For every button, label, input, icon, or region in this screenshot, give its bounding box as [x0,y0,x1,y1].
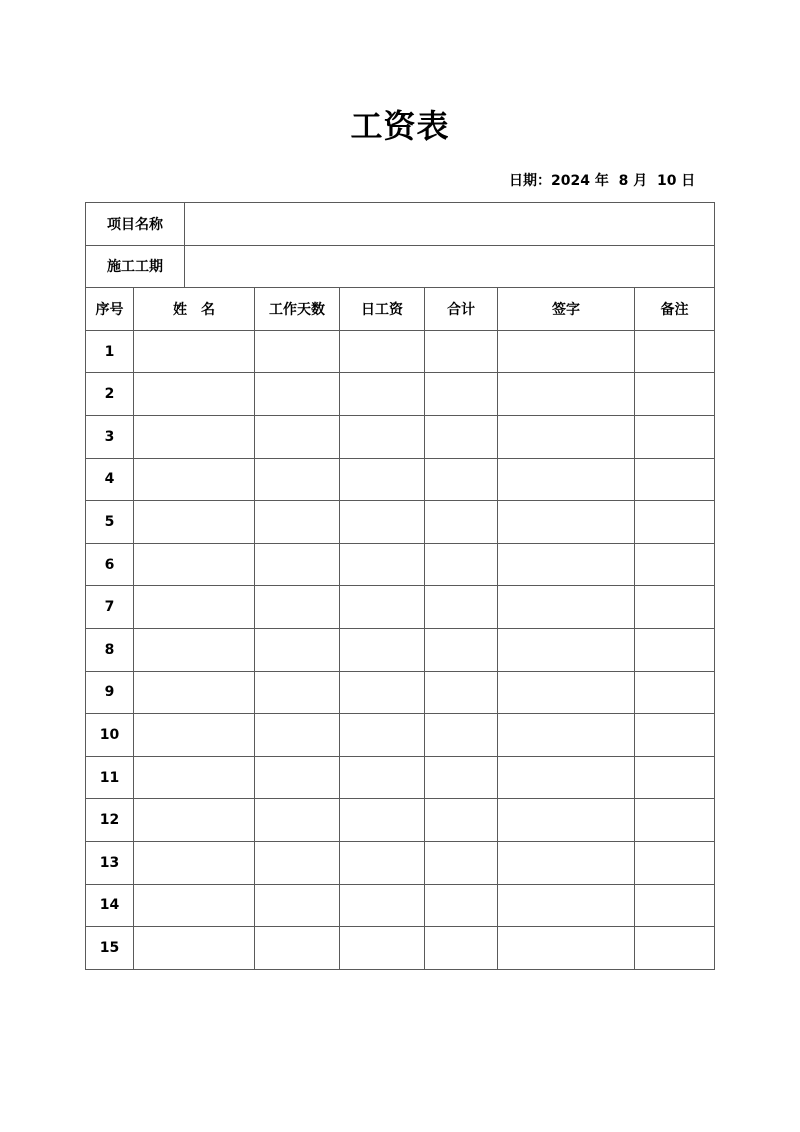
remarks-cell[interactable] [635,628,715,671]
signature-cell[interactable] [498,543,635,586]
row-index: 4 [86,458,134,501]
row-index: 7 [86,586,134,629]
row-index: 12 [86,799,134,842]
total-cell[interactable] [425,884,498,927]
project-name-label: 项目名称 [86,203,185,246]
table-row [86,628,715,671]
work-days-cell[interactable] [255,671,340,714]
header-daily-wage: 日工资 [340,288,425,331]
salary-table [85,202,715,970]
header-remarks: 备注 [635,288,715,331]
daily-wage-cell[interactable] [340,628,425,671]
info-row-period [86,245,715,288]
daily-wage-cell[interactable] [340,458,425,501]
work-days-cell[interactable] [255,884,340,927]
name-cell[interactable] [134,586,255,629]
signature-cell[interactable] [498,373,635,416]
total-cell[interactable] [425,841,498,884]
row-index: 3 [86,415,134,458]
signature-cell[interactable] [498,884,635,927]
signature-cell[interactable] [498,841,635,884]
daily-wage-cell[interactable] [340,884,425,927]
table-row [86,671,715,714]
header-index: 序号 [86,288,134,331]
signature-cell[interactable] [498,799,635,842]
total-cell[interactable] [425,628,498,671]
daily-wage-cell[interactable] [340,756,425,799]
date-line: 日期：2024 年 8 月 10 日 [509,173,696,189]
daily-wage-cell[interactable] [340,841,425,884]
daily-wage-cell[interactable] [340,543,425,586]
remarks-cell[interactable] [635,458,715,501]
table-row [86,884,715,927]
work-days-cell[interactable] [255,927,340,970]
daily-wage-cell[interactable] [340,330,425,373]
construction-period-value[interactable] [185,245,715,288]
table-row [86,799,715,842]
total-cell[interactable] [425,373,498,416]
name-cell[interactable] [134,330,255,373]
signature-cell[interactable] [498,458,635,501]
name-cell[interactable] [134,756,255,799]
work-days-cell[interactable] [255,756,340,799]
signature-cell[interactable] [498,501,635,544]
table-row [86,714,715,757]
row-index: 10 [86,714,134,757]
name-cell[interactable] [134,415,255,458]
page-title: 工资表 [350,107,450,145]
name-cell[interactable] [134,628,255,671]
table-row [86,756,715,799]
total-cell[interactable] [425,330,498,373]
work-days-cell[interactable] [255,330,340,373]
header-work-days: 工作天数 [255,288,340,331]
table-row [86,841,715,884]
daily-wage-cell[interactable] [340,799,425,842]
signature-cell[interactable] [498,415,635,458]
work-days-cell[interactable] [255,415,340,458]
signature-cell[interactable] [498,927,635,970]
name-cell[interactable] [134,373,255,416]
row-index: 6 [86,543,134,586]
work-days-cell[interactable] [255,799,340,842]
name-cell[interactable] [134,799,255,842]
header-name: 姓 名 [134,288,255,331]
table-row [86,330,715,373]
remarks-cell[interactable] [635,373,715,416]
construction-period-label: 施工工期 [86,245,185,288]
remarks-cell[interactable] [635,927,715,970]
info-row-project [86,203,715,246]
daily-wage-cell[interactable] [340,501,425,544]
signature-cell[interactable] [498,714,635,757]
row-index: 1 [86,330,134,373]
daily-wage-cell[interactable] [340,927,425,970]
name-cell[interactable] [134,501,255,544]
row-index: 9 [86,671,134,714]
daily-wage-cell[interactable] [340,671,425,714]
total-cell[interactable] [425,586,498,629]
remarks-cell[interactable] [635,415,715,458]
remarks-cell[interactable] [635,671,715,714]
project-name-value[interactable] [185,203,715,246]
work-days-cell[interactable] [255,373,340,416]
total-cell[interactable] [425,671,498,714]
signature-cell[interactable] [498,756,635,799]
total-cell[interactable] [425,799,498,842]
table-row [86,927,715,970]
work-days-cell[interactable] [255,501,340,544]
row-index: 2 [86,373,134,416]
header-row [86,288,715,331]
row-index: 15 [86,927,134,970]
table-row [86,415,715,458]
total-cell[interactable] [425,927,498,970]
name-cell[interactable] [134,884,255,927]
remarks-cell[interactable] [635,714,715,757]
name-cell[interactable] [134,543,255,586]
remarks-cell[interactable] [635,543,715,586]
total-cell[interactable] [425,543,498,586]
row-index: 13 [86,841,134,884]
work-days-cell[interactable] [255,714,340,757]
table-row [86,543,715,586]
daily-wage-cell[interactable] [340,415,425,458]
row-index: 11 [86,756,134,799]
work-days-cell[interactable] [255,543,340,586]
signature-cell[interactable] [498,628,635,671]
header-signature: 签字 [498,288,635,331]
total-cell[interactable] [425,756,498,799]
name-cell[interactable] [134,714,255,757]
table-row [86,586,715,629]
name-cell[interactable] [134,458,255,501]
signature-cell[interactable] [498,586,635,629]
table-row [86,373,715,416]
signature-cell[interactable] [498,671,635,714]
name-cell[interactable] [134,927,255,970]
row-index: 5 [86,501,134,544]
signature-cell[interactable] [498,330,635,373]
daily-wage-cell[interactable] [340,373,425,416]
work-days-cell[interactable] [255,458,340,501]
name-cell[interactable] [134,671,255,714]
remarks-cell[interactable] [635,799,715,842]
total-cell[interactable] [425,458,498,501]
row-index: 8 [86,628,134,671]
work-days-cell[interactable] [255,628,340,671]
remarks-cell[interactable] [635,756,715,799]
remarks-cell[interactable] [635,501,715,544]
total-cell[interactable] [425,714,498,757]
remarks-cell[interactable] [635,586,715,629]
remarks-cell[interactable] [635,884,715,927]
row-index: 14 [86,884,134,927]
total-cell[interactable] [425,415,498,458]
daily-wage-cell[interactable] [340,714,425,757]
name-cell[interactable] [134,841,255,884]
daily-wage-cell[interactable] [340,586,425,629]
remarks-cell[interactable] [635,841,715,884]
total-cell[interactable] [425,501,498,544]
work-days-cell[interactable] [255,841,340,884]
table-row [86,458,715,501]
remarks-cell[interactable] [635,330,715,373]
table-row [86,501,715,544]
work-days-cell[interactable] [255,586,340,629]
header-total: 合计 [425,288,498,331]
